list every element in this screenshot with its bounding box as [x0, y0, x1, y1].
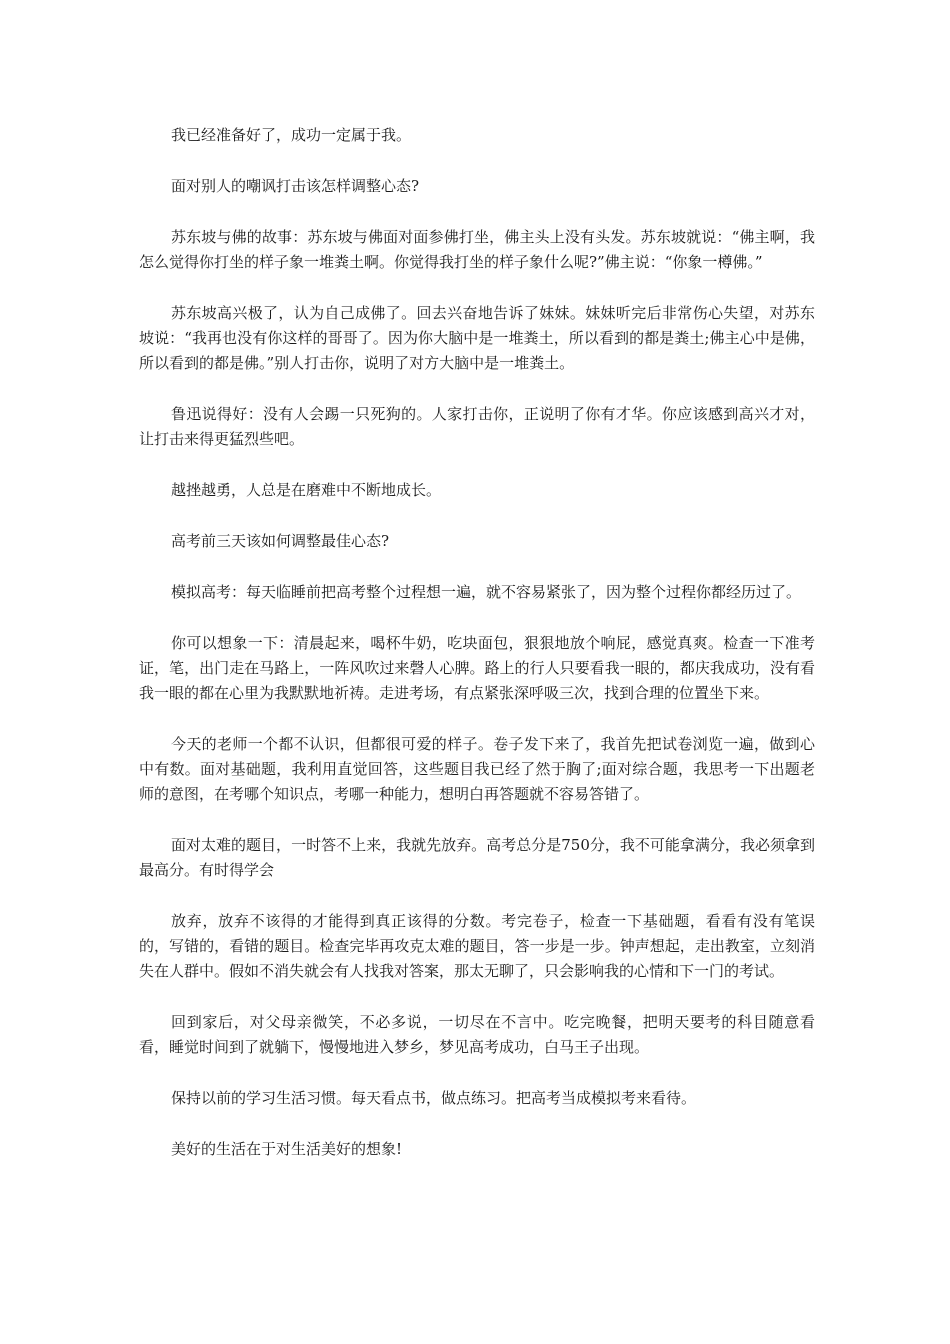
- paragraph: 鲁迅说得好：没有人会踢一只死狗的。人家打击你，正说明了你有才华。你应该感到高兴才对，让打击来得更猛烈些吧。: [139, 405, 815, 448]
- paragraph: 放弃，放弃不该得的才能得到真正该得的分数。考完卷子，检查一下基础题，看看有没有笔误的，写错的，看错的题目。检查完毕再攻克太难的题目，答一步是一步。钟声想起，走出教室，立刻消失在人群中。假如不消失就会有人找我对答案，那太无聊了，只会影响我的心情和下一门的考试。: [139, 912, 815, 980]
- paragraph: 面对太难的题目，一时答不上来，我就先放弃。高考总分是750分，我不可能拿满分，我必须拿到最高分。有时得学会: [139, 836, 815, 879]
- closing-line: 美好的生活在于对生活美好的想象!: [171, 1140, 403, 1158]
- document-body: [139, 123, 815, 1162]
- paragraph: 苏东坡与佛的故事：苏东坡与佛面对面参佛打坐，佛主头上没有头发。苏东坡就说：“佛主啊，我怎么觉得你打坐的样子象一堆粪土啊。你觉得我打坐的样子象什么呢?”佛主说：“你象一樽佛。”: [139, 228, 815, 271]
- paragraph: 模拟高考：每天临睡前把高考整个过程想一遍，就不容易紧张了，因为整个过程你都经历过了。: [171, 583, 802, 601]
- paragraph: 保持以前的学习生活习惯。每天看点书，做点练习。把高考当成模拟考来看待。: [171, 1089, 697, 1107]
- question-heading: 面对别人的嘲讽打击该怎样调整心态?: [171, 177, 420, 195]
- paragraph: 苏东坡高兴极了，认为自己成佛了。回去兴奋地告诉了妹妹。妹妹听完后非常伤心失望，对苏东坡说：“我再也没有你这样的哥哥了。因为你大脑中是一堆粪土，所以看到的都是粪土;佛主心中是佛，所以看到的都是佛。”别人打击你，说明了对方大脑中是一堆粪土。: [139, 304, 815, 372]
- paragraph: 我已经准备好了，成功一定属于我。: [171, 126, 412, 144]
- paragraph: 越挫越勇，人总是在磨难中不断地成长。: [171, 481, 442, 499]
- paragraph: 你可以想象一下：清晨起来，喝杯牛奶，吃块面包，狠狠地放个响屁，感觉真爽。检查一下准考证，笔，出门走在马路上，一阵风吹过来磬人心脾。路上的行人只要看我一眼的，都庆我成功，没有看我一眼的都在心里为我默默地祈祷。走进考场，有点紧张深呼吸三次，找到合理的位置坐下来。: [139, 634, 815, 702]
- paragraph: 回到家后，对父母亲微笑，不必多说，一切尽在不言中。吃完晚餐，把明天要考的科目随意看看，睡觉时间到了就躺下，慢慢地进入梦乡，梦见高考成功，白马王子出现。: [139, 1013, 815, 1056]
- question-heading: 高考前三天该如何调整最佳心态?: [171, 532, 390, 550]
- paragraph: 今天的老师一个都不认识，但都很可爱的样子。卷子发下来了，我首先把试卷浏览一遍，做到心中有数。面对基础题，我利用直觉回答，这些题目我已经了然于胸了;面对综合题，我思考一下出题老师的意图，在考哪个知识点，考哪一种能力，想明白再答题就不容易答错了。: [139, 735, 815, 803]
